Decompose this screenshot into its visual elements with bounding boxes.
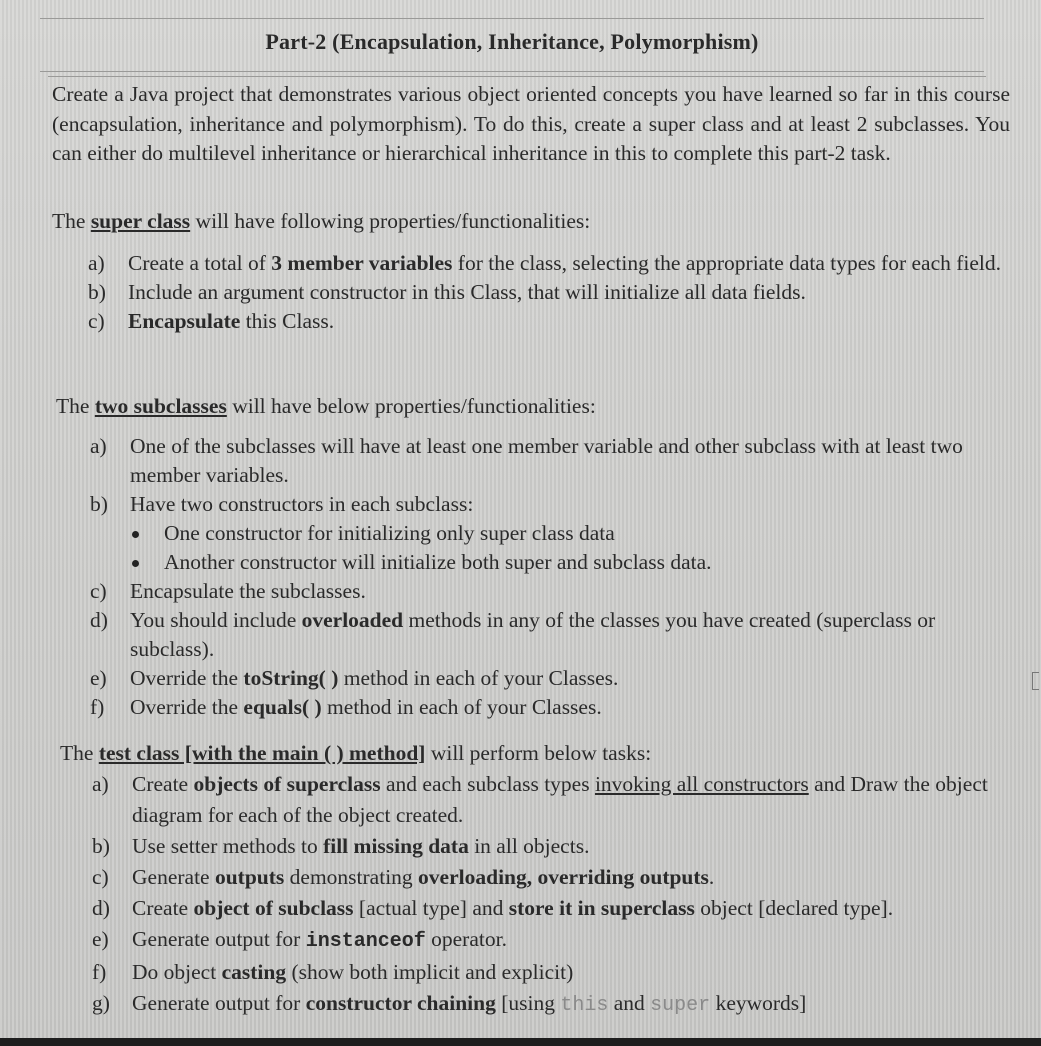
page-title: Part-2 (Encapsulation, Inheritance, Polymorphism) [265, 29, 759, 54]
list-item [88, 249, 1008, 278]
testclass-list [92, 769, 992, 1021]
testclass-heading-post: will perform below tasks: [425, 741, 652, 765]
list-marker: f) [92, 960, 107, 984]
superclass-heading [52, 207, 590, 236]
item-text: Create a total of [128, 251, 272, 275]
list-item [92, 957, 992, 988]
item-text: Generate output for [132, 927, 306, 951]
item-text: (show both implicit and explicit) [286, 960, 574, 984]
list-marker: d) [92, 896, 110, 920]
list-marker: c) [88, 309, 105, 333]
item-text: keywords] [710, 991, 807, 1015]
list-item [92, 769, 992, 831]
item-bold: object of subclass [193, 896, 354, 920]
list-item [90, 490, 990, 577]
list-item [88, 278, 1008, 307]
item-bold: overloading, overriding outputs [418, 865, 709, 889]
item-text: Include an argument constructor in this Class, that will initialize all data fields. [128, 280, 806, 304]
bullet-dot [132, 560, 139, 567]
list-item [88, 307, 1008, 336]
item-bold: Encapsulate [128, 309, 241, 333]
list-item [90, 432, 990, 490]
list-item [92, 831, 992, 862]
item-text: Do object [132, 960, 222, 984]
list-marker: d) [90, 608, 108, 632]
intro-paragraph: Create a Java project that demonstrates various object oriented concepts you have learned so far in this course (encapsulation, inheritance and polymorphism). To do this, create a super class and at least 2 subclasses. You can either do multilevel inheritance or hierarchical inheritance in this to complete this part-2 task. [52, 82, 1010, 165]
constructor-bullets [90, 519, 990, 577]
list-marker: a) [88, 251, 105, 275]
subclasses-heading-pre: The [56, 394, 95, 418]
code-keyword: instanceof [305, 930, 426, 953]
item-text: and Draw the object diagram for each of the object created. [132, 772, 988, 827]
superclass-heading-post: will have following properties/functionalities: [190, 209, 591, 233]
list-marker: b) [90, 492, 108, 516]
item-text: Encapsulate the subclasses. [130, 579, 366, 603]
list-marker: a) [90, 434, 107, 458]
item-text: Generate [132, 865, 215, 889]
item-text: Use setter methods to [132, 834, 324, 858]
subclasses-list [90, 432, 990, 722]
item-text: operator. [425, 927, 507, 951]
list-marker: g) [92, 991, 110, 1015]
subclasses-heading [56, 392, 596, 421]
item-text: Generate output for [132, 991, 306, 1015]
list-item [90, 664, 990, 693]
content-divider [48, 76, 986, 77]
list-marker: f) [90, 695, 105, 719]
list-marker: e) [90, 666, 107, 690]
list-marker: b) [88, 280, 106, 304]
item-text: method in each of your Classes. [338, 666, 619, 690]
testclass-heading-pre: The [60, 741, 99, 765]
item-text: and [608, 991, 651, 1015]
code-keyword: this [560, 994, 609, 1017]
item-text: You should include [130, 608, 302, 632]
list-item [92, 924, 992, 957]
item-text: Create [132, 772, 194, 796]
list-item [90, 693, 990, 722]
superclass-heading-pre: The [52, 209, 91, 233]
bullet-item [90, 548, 990, 577]
item-text: demonstrating [284, 865, 419, 889]
edge-bracket [1032, 672, 1039, 690]
item-underline: invoking all constructors [594, 772, 809, 796]
testclass-heading-key: test class [with the main ( ) method] [98, 741, 426, 765]
bullet-text: Another constructor will initialize both super and subclass data. [164, 550, 712, 574]
list-item [92, 893, 992, 924]
code-keyword: super [650, 994, 711, 1017]
list-marker: b) [92, 834, 110, 858]
item-text: for the class, selecting the appropriate data types for each field. [452, 251, 1002, 275]
item-text: methods in any of the classes you have created (superclass or subclass). [130, 608, 936, 661]
item-bold: objects of superclass [193, 772, 381, 796]
item-text: Create [132, 896, 194, 920]
superclass-list [88, 249, 1008, 336]
subclasses-heading-post: will have below properties/functionalities: [226, 394, 596, 418]
item-bold: casting [221, 960, 287, 984]
item-text: method in each of your Classes. [321, 695, 602, 719]
superclass-heading-key: super class [90, 209, 191, 233]
list-marker: c) [90, 579, 107, 603]
subclasses-heading-key: two subclasses [94, 394, 227, 418]
item-text: in all objects. [468, 834, 590, 858]
list-item [90, 577, 990, 606]
item-text: [actual type] and [353, 896, 509, 920]
item-text: and each subclass types [380, 772, 595, 796]
item-text: this Class. [240, 309, 335, 333]
item-text: [using [495, 991, 561, 1015]
item-text: Override the [130, 695, 244, 719]
item-text: Have two constructors in each subclass: [130, 492, 474, 516]
list-item [92, 988, 992, 1021]
item-text: Override the [130, 666, 244, 690]
item-bold: overloaded [301, 608, 404, 632]
testclass-heading [60, 739, 651, 768]
item-bold: toString( ) [243, 666, 339, 690]
item-bold: fill missing data [323, 834, 469, 858]
item-text: One of the subclasses will have at least one member variable and other subclass with at least two member variables. [130, 434, 963, 487]
bullet-item [90, 519, 990, 548]
bullet-dot [132, 531, 139, 538]
item-bold: 3 member variables [271, 251, 453, 275]
item-bold: equals( ) [243, 695, 322, 719]
item-text: object [declared type]. [694, 896, 894, 920]
item-bold: constructor chaining [305, 991, 496, 1015]
item-bold: outputs [214, 865, 285, 889]
bullet-text: One constructor for initializing only super class data [164, 521, 615, 545]
title-box [40, 18, 984, 72]
list-item [90, 606, 990, 664]
list-marker: a) [92, 772, 109, 796]
bottom-edge [0, 1038, 1041, 1046]
item-bold: store it in superclass [508, 896, 695, 920]
list-marker: c) [92, 865, 109, 889]
list-marker: e) [92, 927, 109, 951]
list-item [92, 862, 992, 893]
item-text: . [708, 865, 715, 889]
